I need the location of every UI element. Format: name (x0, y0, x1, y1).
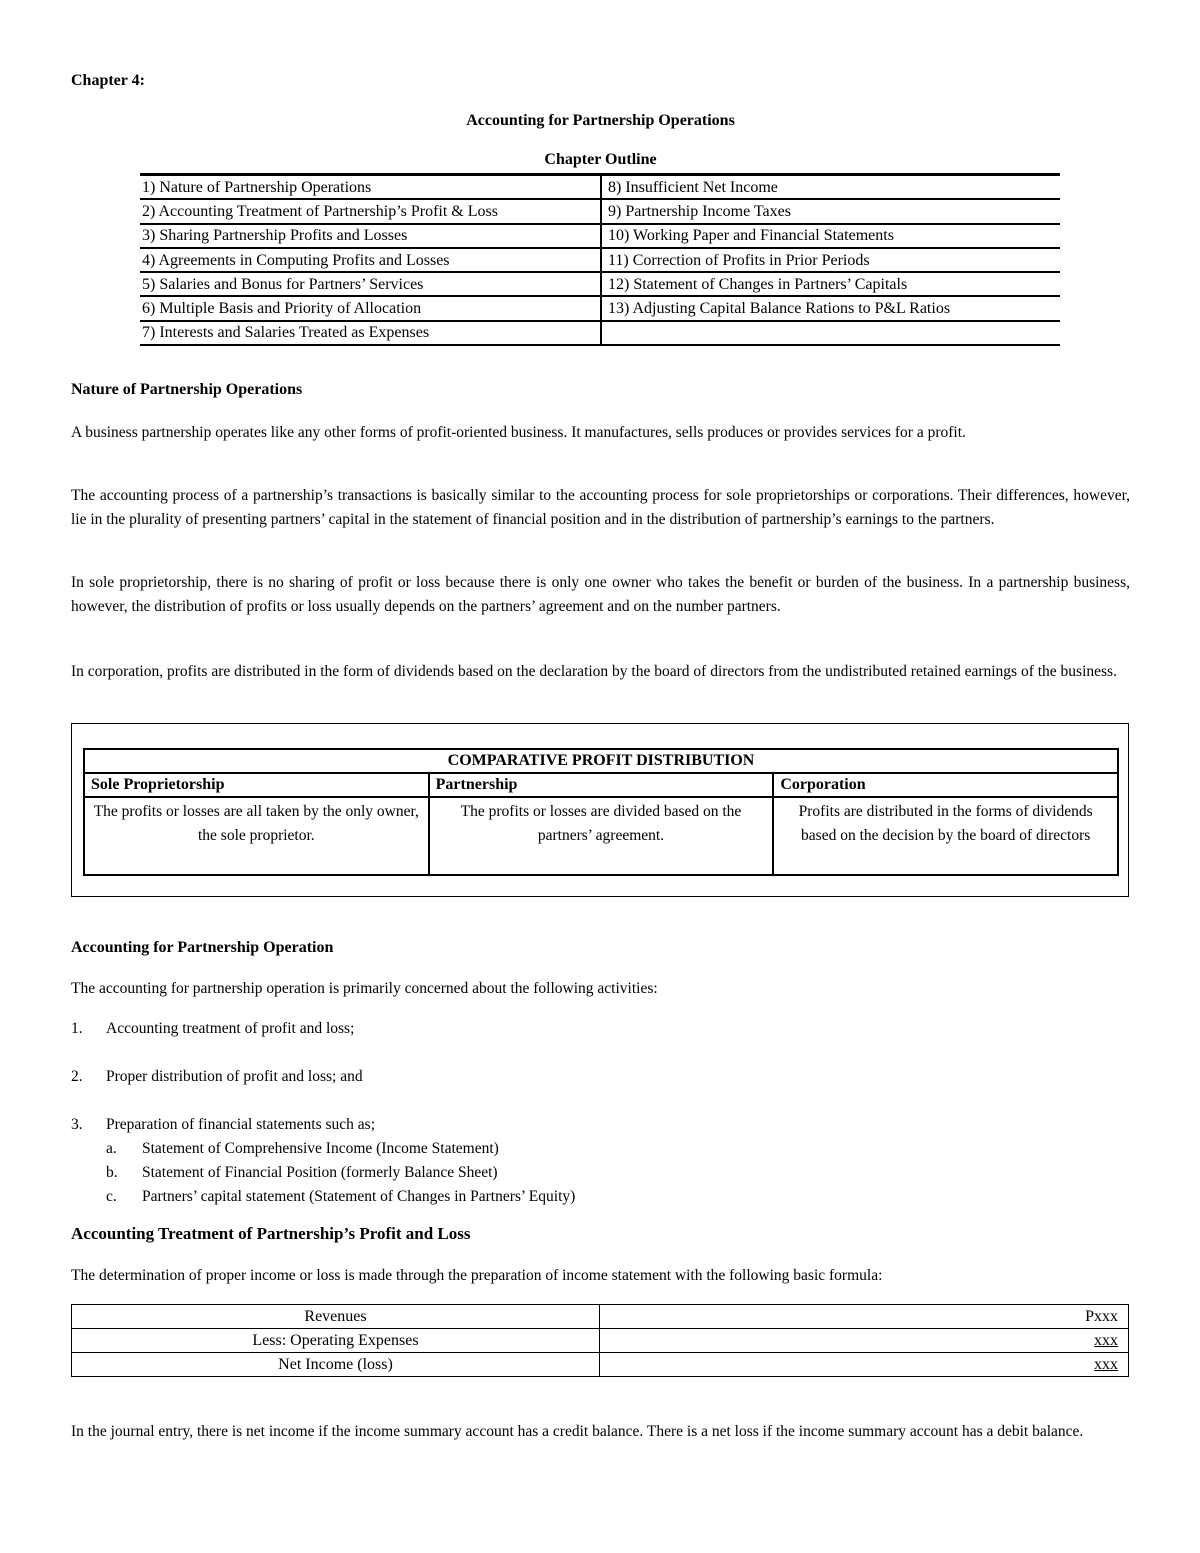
formula-value: xxx (600, 1353, 1129, 1377)
list-text: Partners’ capital statement (Statement of Changes in Partners’ Equity) (142, 1188, 576, 1205)
list-text: Statement of Comprehensive Income (Income Statement) (142, 1140, 499, 1157)
outline-item: 10) Working Paper and Financial Statements (601, 224, 1060, 248)
chapter-label: Chapter 4: (71, 72, 145, 89)
column-header: Sole Proprietorship (84, 773, 429, 797)
paragraph: In the journal entry, there is net income if the income summary account has a credit balance. There is a net loss if the income summary account has a debit balance. (71, 1423, 1084, 1440)
list-letter: b. (106, 1164, 118, 1181)
outline-item: 1) Nature of Partnership Operations (140, 175, 601, 200)
outline-row (140, 321, 1060, 345)
outline-item: 2) Accounting Treatment of Partnership’s Profit & Loss (140, 199, 601, 223)
outline-item: 5) Salaries and Bonus for Partners’ Services (140, 272, 601, 296)
paragraph: The accounting for partnership operation is primarily concerned about the following activities: (71, 980, 658, 997)
table-cell: The profits or losses are divided based on the partners’ agreement. (429, 797, 774, 875)
formula-label: Less: Operating Expenses (72, 1329, 600, 1353)
outline-item: 7) Interests and Salaries Treated as Expenses (140, 321, 601, 345)
outline-row (140, 224, 1060, 248)
outline-item: 9) Partnership Income Taxes (601, 199, 1060, 223)
outline-item: 11) Correction of Profits in Prior Periods (601, 248, 1060, 272)
comparative-profit-table (83, 748, 1119, 876)
paragraph: In sole proprietorship, there is no sharing of profit or loss because there is only one owner who takes the benefit or burden of the business. In a partnership business, however, the distribution of profits or loss usually depends on the partners’ agreement and on the number partners. (71, 574, 1130, 615)
comparative-box (71, 723, 1129, 897)
comparative-table-title: COMPARATIVE PROFIT DISTRIBUTION (84, 749, 1118, 773)
list-text: Accounting treatment of profit and loss; (106, 1020, 355, 1037)
formula-value: Pxxx (600, 1305, 1129, 1329)
paragraph: The accounting process of a partnership’s transactions is basically similar to the accounting process for sole proprietorships or corporations. Their differences, however, lie in the plurality of presenting partners’ capital in the statement of financial position and in the distribution of partnership’s earnings to the partners. (71, 487, 1130, 528)
outline-item: 4) Agreements in Computing Profits and Losses (140, 248, 601, 272)
outline-item: 13) Adjusting Capital Balance Rations to P&L Ratios (601, 296, 1060, 320)
outline-item: 12) Statement of Changes in Partners’ Capitals (601, 272, 1060, 296)
chapter-outline-table (140, 173, 1060, 346)
table-row (72, 1329, 1129, 1353)
column-header: Corporation (773, 773, 1118, 797)
section-heading-treatment: Accounting Treatment of Partnership’s Profit and Loss (71, 1224, 471, 1243)
section-heading-nature: Nature of Partnership Operations (71, 381, 303, 398)
outline-row (140, 272, 1060, 296)
income-formula-table (71, 1304, 1129, 1377)
formula-label: Revenues (72, 1305, 600, 1329)
table-row (72, 1353, 1129, 1377)
outline-item: 8) Insufficient Net Income (601, 175, 1060, 200)
outline-row (140, 248, 1060, 272)
outline-title: Chapter Outline (544, 151, 657, 168)
formula-value: xxx (600, 1329, 1129, 1353)
outline-item: 6) Multiple Basis and Priority of Allocation (140, 296, 601, 320)
outline-item: 3) Sharing Partnership Profits and Losses (140, 224, 601, 248)
list-number: 2. (71, 1068, 83, 1085)
list-letter: a. (106, 1140, 117, 1157)
table-row (72, 1305, 1129, 1329)
column-header: Partnership (429, 773, 774, 797)
outline-row (140, 175, 1060, 200)
list-letter: c. (106, 1188, 117, 1205)
section-heading-accounting: Accounting for Partnership Operation (71, 939, 334, 956)
paragraph: In corporation, profits are distributed in the form of dividends based on the declaration by the board of directors from the undistributed retained earnings of the business. (71, 663, 1117, 680)
outline-row (140, 296, 1060, 320)
document-title: Accounting for Partnership Operations (466, 112, 735, 129)
paragraph: A business partnership operates like any other forms of profit-oriented business. It manufactures, sells produces or provides services for a profit. (71, 424, 966, 441)
outline-item-empty (601, 321, 1060, 345)
formula-label: Net Income (loss) (72, 1353, 600, 1377)
list-text: Proper distribution of profit and loss; and (106, 1068, 363, 1085)
table-cell: The profits or losses are all taken by the only owner, the sole proprietor. (84, 797, 429, 875)
list-text: Preparation of financial statements such as; (106, 1116, 376, 1133)
list-number: 1. (71, 1020, 83, 1037)
outline-row (140, 199, 1060, 223)
table-cell: Profits are distributed in the forms of dividends based on the decision by the board of directors (773, 797, 1118, 875)
list-number: 3. (71, 1116, 83, 1133)
paragraph: The determination of proper income or loss is made through the preparation of income statement with the following basic formula: (71, 1267, 883, 1284)
list-text: Statement of Financial Position (formerly Balance Sheet) (142, 1164, 498, 1181)
